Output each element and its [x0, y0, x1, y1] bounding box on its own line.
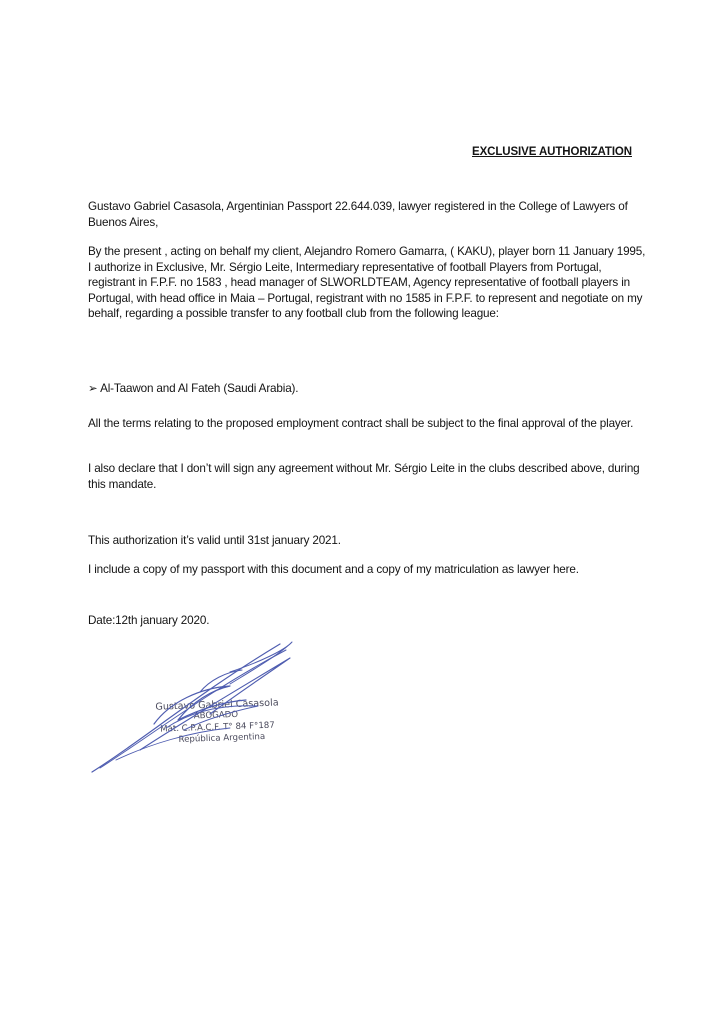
- validity-paragraph: This authorization it’s valid until 31st january 2021.: [88, 534, 341, 547]
- authorization-paragraph: By the present , acting on behalf my client, Alejandro Romero Gamarra, ( KAKU), player born 11 January 1995, I authorize in Exclusive, Mr. Sérgio Leite, Intermediary representative of football Players from Portugal, registrant in F.P.F. no 1583 , head manager of SLWORLDTEAM, Agency representative of football players in Portugal, with head office in Maia – Portugal, registrant with no 1585 in F.P.F. to represent and negotiate on my behalf, regarding a possible transfer to any football club from the following league:: [88, 245, 646, 321]
- intro-paragraph: Gustavo Gabriel Casasola, Argentinian Passport 22.644.039, lawyer registered in the College of Lawyers of Buenos Aires,: [88, 200, 628, 229]
- league-bullet-item: ➢ Al-Taawon and Al Fateh (Saudi Arabia).: [88, 382, 299, 395]
- date-line: Date:12th january 2020.: [88, 614, 210, 627]
- handwritten-signature: [80, 632, 320, 782]
- stamp-title: ABOGADO: [193, 710, 239, 722]
- stamp-name: Gustavo Gabriel Casasola: [155, 697, 279, 713]
- document-title: EXCLUSIVE AUTHORIZATION: [472, 146, 632, 158]
- terms-paragraph: All the terms relating to the proposed employment contract shall be subject to the final approval of the player.: [88, 417, 634, 430]
- declaration-paragraph: I also declare that I don’t will sign any agreement without Mr. Sérgio Leite in the clubs described above, during this mandate.: [88, 462, 640, 491]
- attachments-paragraph: I include a copy of my passport with this document and a copy of my matriculation as lawyer here.: [88, 563, 579, 576]
- stamp-registration: Mat. C.P.A.C.F. T° 84 F°187: [160, 720, 275, 735]
- stamp-country: República Argentina: [178, 732, 266, 746]
